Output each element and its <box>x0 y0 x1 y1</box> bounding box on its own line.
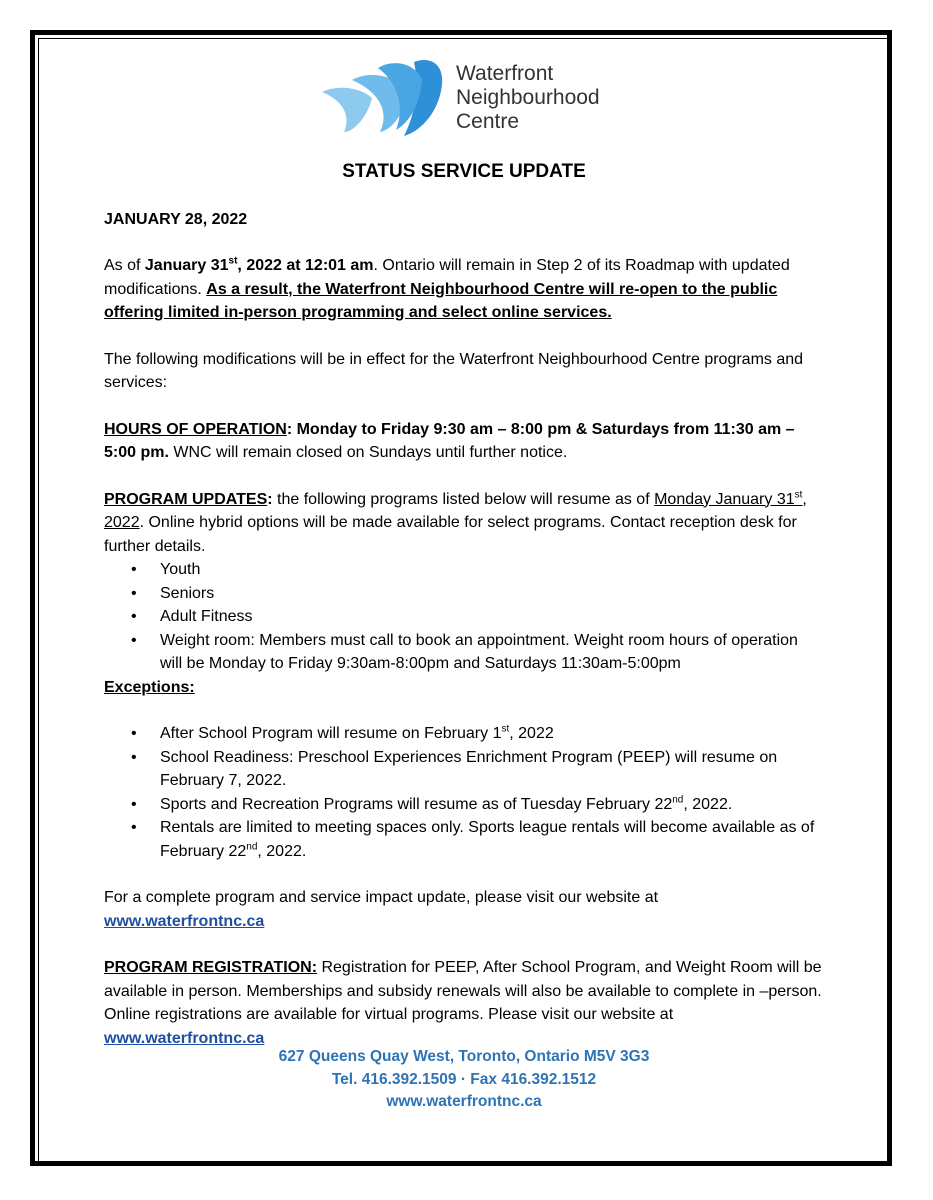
logo-wordmark <box>456 62 600 134</box>
complete-update-text: For a complete program and service impact update, please visit our website at <box>104 889 659 906</box>
page-title: STATUS SERVICE UPDATE <box>342 161 586 182</box>
exception-1-sup: st <box>501 723 510 735</box>
exceptions-heading: Exceptions: <box>104 678 195 696</box>
logo-line-1: Waterfront <box>456 62 554 85</box>
footer-address: 627 Queens Quay West, Toronto, Ontario M5V 3G3 <box>278 1048 650 1065</box>
footer-website[interactable]: www.waterfrontnc.ca <box>386 1093 542 1110</box>
list-item: • Weight room: Members must call to book an appointment. Weight room hours of operation will be Monday to Friday 9:30am-8:00pm and Saturdays 11:30am-5:00pm <box>160 629 824 676</box>
exception-4-sup: nd <box>246 841 258 853</box>
program-updates-text-2: . Online hybrid options will be made available for select programs. Contact reception desk for further details. <box>104 514 797 555</box>
hours-label: HOURS OF OPERATION <box>104 420 287 438</box>
intro-time-text: , 2022 at 12:01 am <box>237 257 374 274</box>
program-updates-paragraph <box>104 488 824 559</box>
intro-text-2: . Ontario will remain in Step 2 of its Roadmap with updated modifications. <box>104 257 790 298</box>
footer-contact <box>104 1046 824 1114</box>
program-updates-colon: : <box>267 490 273 508</box>
registration-text: Registration for PEEP, After School Program, and Weight Room will be available in person. Memberships and subsidy renewals will also be available to complete in –person. Online registrations are available for virtual programs. Please visit our website at <box>104 959 822 1023</box>
program-updates-date-text: Monday January 31 <box>654 490 795 508</box>
modifications-paragraph: The following modifications will be in effect for the Waterfront Neighbourhood Centre programs and services: <box>104 350 804 391</box>
list-item: • Seniors <box>160 582 824 606</box>
footer-phone: Tel. 416.392.1509 · Fax 416.392.1512 <box>331 1070 597 1088</box>
hours-colon: : <box>286 420 293 438</box>
intro-date-text: January 31 <box>144 257 229 274</box>
notice-date: JANUARY 28, 2022 <box>104 210 248 228</box>
intro-paragraph <box>104 254 824 325</box>
hours-times: Monday to Friday 9:30 am – 8:00 pm & Saturdays from 11:30 am – 5:00 pm. <box>104 420 795 461</box>
exceptions-list <box>104 722 824 863</box>
program-updates-date-sup: st <box>794 489 803 501</box>
complete-update-paragraph <box>104 886 824 933</box>
program-updates-date-year: , 2022 <box>104 490 807 531</box>
exception-4-text: Rentals are limited to meeting spaces only. Sports league rentals will become available as of February 22 <box>160 819 815 860</box>
exception-3-year: , 2022. <box>683 795 733 813</box>
list-item: • Adult Fitness <box>160 605 824 629</box>
intro-date-sup: st <box>228 255 238 267</box>
intro-text-1: As of <box>104 257 145 274</box>
list-item <box>160 793 824 817</box>
wnc-logo <box>318 54 618 140</box>
registration-paragraph <box>104 956 824 1050</box>
hours-paragraph <box>104 418 824 465</box>
exception-3-sup: nd <box>672 794 684 806</box>
list-item <box>160 816 824 863</box>
notice-body <box>104 160 824 1073</box>
registration-website-link[interactable]: www.waterfrontnc.ca <box>104 1029 265 1047</box>
exception-3-text: Sports and Recreation Programs will resume as of Tuesday February 22 <box>160 795 673 813</box>
exception-4-year: , 2022. <box>257 842 307 860</box>
registration-label: PROGRAM REGISTRATION: <box>104 959 318 976</box>
logo-line-2: Neighbourhood <box>456 86 600 109</box>
exception-1-year: , 2022 <box>509 725 554 742</box>
wave-logo-icon <box>318 54 448 140</box>
hours-note: WNC will remain closed on Sundays until further notice. <box>168 444 568 461</box>
logo-line-3: Centre <box>456 110 520 133</box>
list-item: • Youth <box>160 558 824 582</box>
list-item: • School Readiness: Preschool Experiences Enrichment Program (PEEP) will resume on February 7, 2022. <box>160 746 824 793</box>
program-updates-text-1: the following programs listed below will resume as of <box>272 490 655 508</box>
intro-emphasis: As a result, the Waterfront Neighbourhood Centre will re-open to the public offering limited in-person programming and select online services. <box>104 280 778 321</box>
program-list <box>104 558 824 676</box>
exception-1-text: After School Program will resume on February 1 <box>160 725 502 742</box>
list-item <box>160 722 824 746</box>
intro-date <box>145 257 374 274</box>
program-updates-label: PROGRAM UPDATES <box>104 490 268 508</box>
website-link[interactable]: www.waterfrontnc.ca <box>104 912 265 930</box>
